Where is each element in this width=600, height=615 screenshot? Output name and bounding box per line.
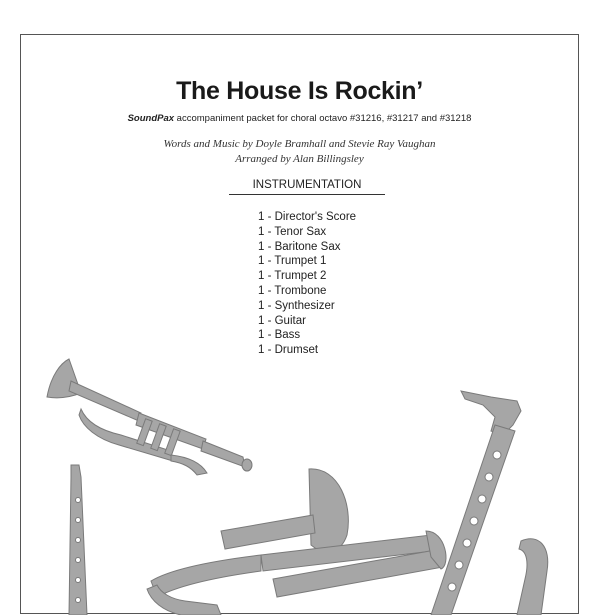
list-item: 1 - Baritone Sax <box>258 240 341 253</box>
clarinet-icon <box>69 465 87 615</box>
instrument-illustration <box>21 335 580 615</box>
trumpet-icon <box>47 359 252 475</box>
arranger-credit: Arranged by Alan Billingsley <box>235 153 364 165</box>
list-item: 1 - Trumpet 2 <box>258 270 327 283</box>
list-item: 1 - Tenor Sax <box>258 225 327 238</box>
list-item: 1 - Trombone <box>258 284 327 297</box>
words-music-credit: Words and Music by Doyle Bramhall and Stevie Ray Vaughan <box>163 138 436 150</box>
list-item: 1 - Drumset <box>258 344 319 357</box>
brand-name: SoundPax <box>127 113 175 124</box>
packet-subtitle <box>21 113 578 124</box>
trombone-icon <box>147 469 446 615</box>
list-item: 1 - Synthesizer <box>258 299 335 312</box>
saxophone-icon <box>431 391 548 615</box>
instrumentation-heading: INSTRUMENTATION <box>229 179 385 195</box>
list-item: 1 - Trumpet 1 <box>258 255 327 268</box>
list-item: 1 - Bass <box>258 329 301 342</box>
list-item: 1 - Director's Score <box>258 211 357 223</box>
subtitle-text: accompaniment packet for choral octavo #31216, #31217 and #31218 <box>174 113 472 124</box>
credits <box>21 137 578 167</box>
song-title: The House Is Rockin’ <box>176 77 423 105</box>
list-item: 1 - Guitar <box>258 314 306 327</box>
cover-sheet <box>20 34 579 614</box>
